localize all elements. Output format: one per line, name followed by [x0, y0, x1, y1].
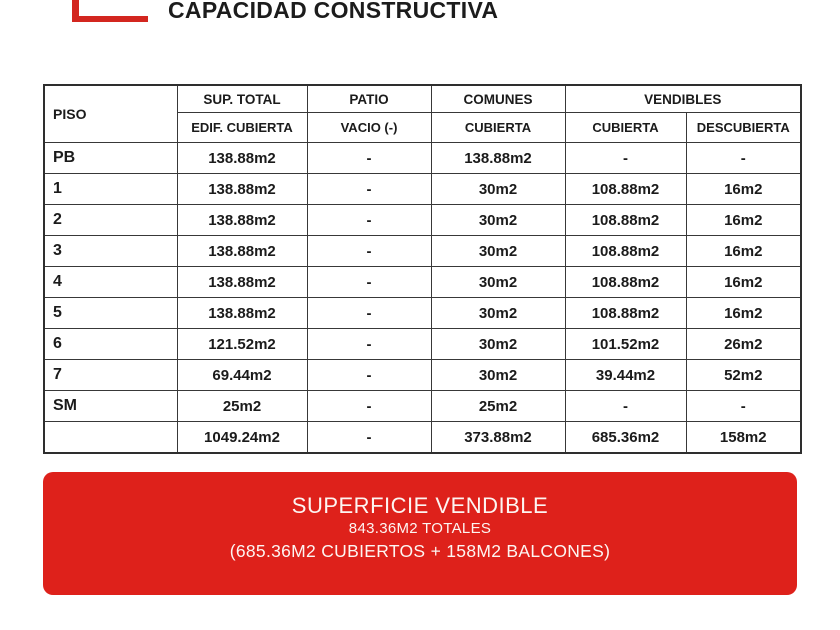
- comunes-cell: 138.88m2: [431, 143, 565, 174]
- patio-cell: -: [307, 298, 431, 329]
- sup-total-total-cell: 1049.24m2: [177, 422, 307, 454]
- vend-descubierta-cell: 16m2: [686, 298, 801, 329]
- piso-cell: 4: [44, 267, 177, 298]
- table-row: [44, 391, 801, 422]
- vend-descubierta-cell: 16m2: [686, 236, 801, 267]
- patio-cell: -: [307, 205, 431, 236]
- vend-cubierta-cell: 108.88m2: [565, 174, 686, 205]
- sup-total-cell: 138.88m2: [177, 174, 307, 205]
- comunes-cell: 30m2: [431, 236, 565, 267]
- col-header-piso: PISO: [44, 85, 177, 143]
- superficie-vendible-banner: [43, 472, 797, 595]
- sup-total-cell: 138.88m2: [177, 267, 307, 298]
- vend-cubierta-cell: -: [565, 143, 686, 174]
- patio-cell: -: [307, 360, 431, 391]
- col-subheader-comunes-cubierta: CUBIERTA: [431, 113, 565, 143]
- col-subheader-edif-cubierta: EDIF. CUBIERTA: [177, 113, 307, 143]
- vend-descubierta-cell: 16m2: [686, 267, 801, 298]
- table-row: [44, 236, 801, 267]
- comunes-cell: 30m2: [431, 360, 565, 391]
- vend-cubierta-cell: 108.88m2: [565, 298, 686, 329]
- piso-cell: 3: [44, 236, 177, 267]
- banner-detail: (685.36M2 CUBIERTOS + 158M2 BALCONES): [229, 541, 611, 561]
- col-header-comunes: COMUNES: [431, 85, 565, 113]
- sup-total-cell: 138.88m2: [177, 205, 307, 236]
- sup-total-cell: 121.52m2: [177, 329, 307, 360]
- table-row: [44, 298, 801, 329]
- col-subheader-vendibles-cubierta: CUBIERTA: [565, 113, 686, 143]
- vend-descubierta-cell: -: [686, 391, 801, 422]
- vend-cubierta-total-cell: 685.36m2: [565, 422, 686, 454]
- sup-total-cell: 25m2: [177, 391, 307, 422]
- patio-cell: -: [307, 391, 431, 422]
- vend-cubierta-cell: 108.88m2: [565, 205, 686, 236]
- vend-cubierta-cell: 108.88m2: [565, 267, 686, 298]
- table-row: [44, 143, 801, 174]
- patio-cell: -: [307, 329, 431, 360]
- vend-descubierta-total-cell: 158m2: [686, 422, 801, 454]
- patio-cell: -: [307, 174, 431, 205]
- table-header-row-groups: [44, 85, 801, 113]
- table-row: [44, 329, 801, 360]
- vend-descubierta-cell: -: [686, 143, 801, 174]
- patio-total-cell: -: [307, 422, 431, 454]
- piso-cell: 2: [44, 205, 177, 236]
- logo-corner-icon: [72, 0, 148, 22]
- vend-cubierta-cell: 101.52m2: [565, 329, 686, 360]
- comunes-cell: 30m2: [431, 205, 565, 236]
- comunes-cell: 30m2: [431, 174, 565, 205]
- col-header-patio: PATIO: [307, 85, 431, 113]
- sup-total-cell: 138.88m2: [177, 236, 307, 267]
- banner-title: SUPERFICIE VENDIBLE: [291, 493, 549, 518]
- col-subheader-vacio: VACIO (-): [307, 113, 431, 143]
- col-subheader-vendibles-descubierta: DESCUBIERTA: [686, 113, 801, 143]
- piso-cell: SM: [44, 391, 177, 422]
- comunes-total-cell: 373.88m2: [431, 422, 565, 454]
- col-header-sup-total: SUP. TOTAL: [177, 85, 307, 113]
- sup-total-cell: 138.88m2: [177, 298, 307, 329]
- capacity-table: [43, 84, 802, 454]
- vend-descubierta-cell: 26m2: [686, 329, 801, 360]
- table-row: [44, 267, 801, 298]
- piso-cell: PB: [44, 143, 177, 174]
- patio-cell: -: [307, 236, 431, 267]
- page-title: CAPACIDAD CONSTRUCTIVA: [168, 0, 499, 23]
- comunes-cell: 25m2: [431, 391, 565, 422]
- vend-cubierta-cell: 39.44m2: [565, 360, 686, 391]
- table-totals-row: [44, 422, 801, 454]
- comunes-cell: 30m2: [431, 298, 565, 329]
- table-row: [44, 360, 801, 391]
- piso-cell: 5: [44, 298, 177, 329]
- vend-cubierta-cell: 108.88m2: [565, 236, 686, 267]
- vend-descubierta-cell: 16m2: [686, 174, 801, 205]
- piso-cell: 1: [44, 174, 177, 205]
- comunes-cell: 30m2: [431, 329, 565, 360]
- sup-total-cell: 69.44m2: [177, 360, 307, 391]
- vend-descubierta-cell: 16m2: [686, 205, 801, 236]
- piso-cell: [44, 422, 177, 454]
- piso-cell: 7: [44, 360, 177, 391]
- piso-cell: 6: [44, 329, 177, 360]
- vend-descubierta-cell: 52m2: [686, 360, 801, 391]
- patio-cell: -: [307, 267, 431, 298]
- banner-subtitle: 843.36M2 TOTALES: [348, 520, 492, 537]
- table-row: [44, 205, 801, 236]
- col-header-vendibles: VENDIBLES: [565, 85, 801, 113]
- vend-cubierta-cell: -: [565, 391, 686, 422]
- table-row: [44, 174, 801, 205]
- comunes-cell: 30m2: [431, 267, 565, 298]
- patio-cell: -: [307, 143, 431, 174]
- sup-total-cell: 138.88m2: [177, 143, 307, 174]
